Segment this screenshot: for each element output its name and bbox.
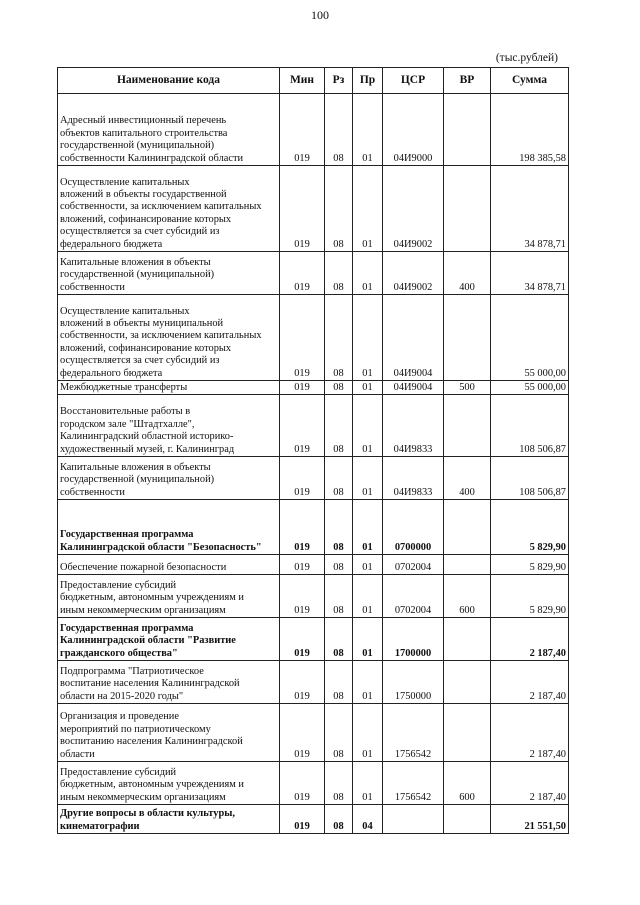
row-pr: 01	[353, 457, 383, 500]
row-pr: 01	[353, 661, 383, 704]
row-vr: 600	[444, 762, 491, 805]
row-pr: 01	[353, 295, 383, 381]
row-vr: 600	[444, 575, 491, 618]
row-pr: 01	[353, 575, 383, 618]
row-min: 019	[280, 805, 325, 834]
row-min: 019	[280, 555, 325, 575]
row-min: 019	[280, 94, 325, 166]
row-csr: 04И9002	[383, 252, 444, 295]
row-rz: 08	[325, 704, 353, 762]
row-name: Обеспечение пожарной безопасности	[58, 555, 280, 575]
row-vr	[444, 166, 491, 252]
row-name: Осуществление капитальных вложений в объекты государственной собственности, за исключением капитальных вложений, софинансирование которых осуществляется за счет субсидий из федерального бюджета	[58, 166, 280, 252]
row-sum: 2 187,40	[491, 618, 569, 661]
row-min: 019	[280, 166, 325, 252]
row-vr	[444, 555, 491, 575]
row-rz: 08	[325, 618, 353, 661]
row-rz: 08	[325, 252, 353, 295]
row-name: Организация и проведение мероприятий по патриотическому воспитанию населения Калининградской области	[58, 704, 280, 762]
row-rz: 08	[325, 166, 353, 252]
row-name: Осуществление капитальных вложений в объекты муниципальной собственности, за исключением капитальных вложений, софинансирование которых осуществляется за счет субсидий из федерального бюджета	[58, 295, 280, 381]
row-sum: 108 506,87	[491, 457, 569, 500]
table-header-row	[58, 68, 569, 94]
header-rz: Рз	[325, 68, 353, 94]
row-sum: 5 829,90	[491, 555, 569, 575]
row-rz: 08	[325, 395, 353, 457]
row-pr: 01	[353, 704, 383, 762]
row-pr: 01	[353, 500, 383, 555]
row-pr: 01	[353, 618, 383, 661]
budget-table	[57, 67, 569, 834]
row-sum: 5 829,90	[491, 575, 569, 618]
row-vr: 400	[444, 252, 491, 295]
row-vr	[444, 295, 491, 381]
row-name: Государственная программа Калининградской области "Развитие гражданского общества"	[58, 618, 280, 661]
row-sum: 34 878,71	[491, 166, 569, 252]
row-name: Межбюджетные трансферты	[58, 381, 280, 395]
row-name: Капитальные вложения в объекты государственной (муниципальной) собственности	[58, 252, 280, 295]
row-vr: 500	[444, 381, 491, 395]
row-csr: 04И9004	[383, 381, 444, 395]
header-csr: ЦСР	[383, 68, 444, 94]
row-rz: 08	[325, 762, 353, 805]
table-row	[58, 575, 569, 618]
row-vr	[444, 661, 491, 704]
row-pr: 01	[353, 166, 383, 252]
table-row	[58, 381, 569, 395]
row-csr: 0702004	[383, 555, 444, 575]
table-row	[58, 395, 569, 457]
row-rz: 08	[325, 500, 353, 555]
table-row	[58, 295, 569, 381]
row-csr: 04И9002	[383, 166, 444, 252]
row-vr	[444, 805, 491, 834]
row-min: 019	[280, 395, 325, 457]
table-row	[58, 762, 569, 805]
row-csr: 04И9833	[383, 457, 444, 500]
header-sum: Сумма	[491, 68, 569, 94]
row-csr: 04И9833	[383, 395, 444, 457]
table-row	[58, 94, 569, 166]
page-number: 100	[311, 8, 329, 22]
units-label: (тыс.рублей)	[495, 52, 558, 64]
row-sum: 55 000,00	[491, 295, 569, 381]
row-min: 019	[280, 618, 325, 661]
table-row	[58, 805, 569, 834]
row-csr: 1750000	[383, 661, 444, 704]
row-vr	[444, 395, 491, 457]
row-min: 019	[280, 762, 325, 805]
row-pr: 01	[353, 94, 383, 166]
row-name: Другие вопросы в области культуры, кинематографии	[58, 805, 280, 834]
row-min: 019	[280, 252, 325, 295]
table-row	[58, 661, 569, 704]
row-sum: 55 000,00	[491, 381, 569, 395]
table-row	[58, 555, 569, 575]
row-name: Предоставление субсидий бюджетным, автономным учреждениям и иным некоммерческим организациям	[58, 575, 280, 618]
row-csr: 1756542	[383, 704, 444, 762]
row-pr: 01	[353, 252, 383, 295]
row-rz: 08	[325, 805, 353, 834]
row-rz: 08	[325, 661, 353, 704]
row-min: 019	[280, 661, 325, 704]
row-rz: 08	[325, 295, 353, 381]
row-min: 019	[280, 295, 325, 381]
row-pr: 04	[353, 805, 383, 834]
row-name: Восстановительные работы в городском зале "Штадтхалле", Калининградский областной историко- художественный музей, г. Калининград	[58, 395, 280, 457]
row-rz: 08	[325, 555, 353, 575]
row-vr	[444, 704, 491, 762]
table-row	[58, 252, 569, 295]
row-sum: 108 506,87	[491, 395, 569, 457]
row-vr	[444, 618, 491, 661]
table-body	[58, 94, 569, 834]
row-sum: 198 385,58	[491, 94, 569, 166]
table-row	[58, 704, 569, 762]
row-name: Предоставление субсидий бюджетным, автономным учреждениям и иным некоммерческим организациям	[58, 762, 280, 805]
header-min: Мин	[280, 68, 325, 94]
row-rz: 08	[325, 94, 353, 166]
header-pr: Пр	[353, 68, 383, 94]
row-rz: 08	[325, 457, 353, 500]
row-csr: 04И9000	[383, 94, 444, 166]
row-min: 019	[280, 381, 325, 395]
row-sum: 5 829,90	[491, 500, 569, 555]
row-sum: 21 551,50	[491, 805, 569, 834]
row-rz: 08	[325, 381, 353, 395]
row-min: 019	[280, 575, 325, 618]
row-csr: 0702004	[383, 575, 444, 618]
row-vr	[444, 94, 491, 166]
row-name: Государственная программа Калининградской области "Безопасность"	[58, 500, 280, 555]
row-sum: 2 187,40	[491, 704, 569, 762]
row-name: Подпрограмма "Патриотическое воспитание населения Калининградской области на 2015-2020 годы"	[58, 661, 280, 704]
row-pr: 01	[353, 381, 383, 395]
row-pr: 01	[353, 395, 383, 457]
table-row	[58, 500, 569, 555]
row-min: 019	[280, 457, 325, 500]
row-vr: 400	[444, 457, 491, 500]
table-row	[58, 457, 569, 500]
row-csr	[383, 805, 444, 834]
header-name: Наименование кода	[58, 68, 280, 94]
row-sum: 34 878,71	[491, 252, 569, 295]
row-min: 019	[280, 500, 325, 555]
header-vr: ВР	[444, 68, 491, 94]
row-csr: 1756542	[383, 762, 444, 805]
table-row	[58, 166, 569, 252]
row-sum: 2 187,40	[491, 661, 569, 704]
row-csr: 04И9004	[383, 295, 444, 381]
row-sum: 2 187,40	[491, 762, 569, 805]
row-name: Адресный инвестиционный перечень объектов капитального строительства государственной (муниципальной) собственности Калининградской области	[58, 94, 280, 166]
row-csr: 0700000	[383, 500, 444, 555]
row-pr: 01	[353, 555, 383, 575]
row-name: Капитальные вложения в объекты государственной (муниципальной) собственности	[58, 457, 280, 500]
row-min: 019	[280, 704, 325, 762]
row-vr	[444, 500, 491, 555]
row-csr: 1700000	[383, 618, 444, 661]
table-row	[58, 618, 569, 661]
row-pr: 01	[353, 762, 383, 805]
row-rz: 08	[325, 575, 353, 618]
